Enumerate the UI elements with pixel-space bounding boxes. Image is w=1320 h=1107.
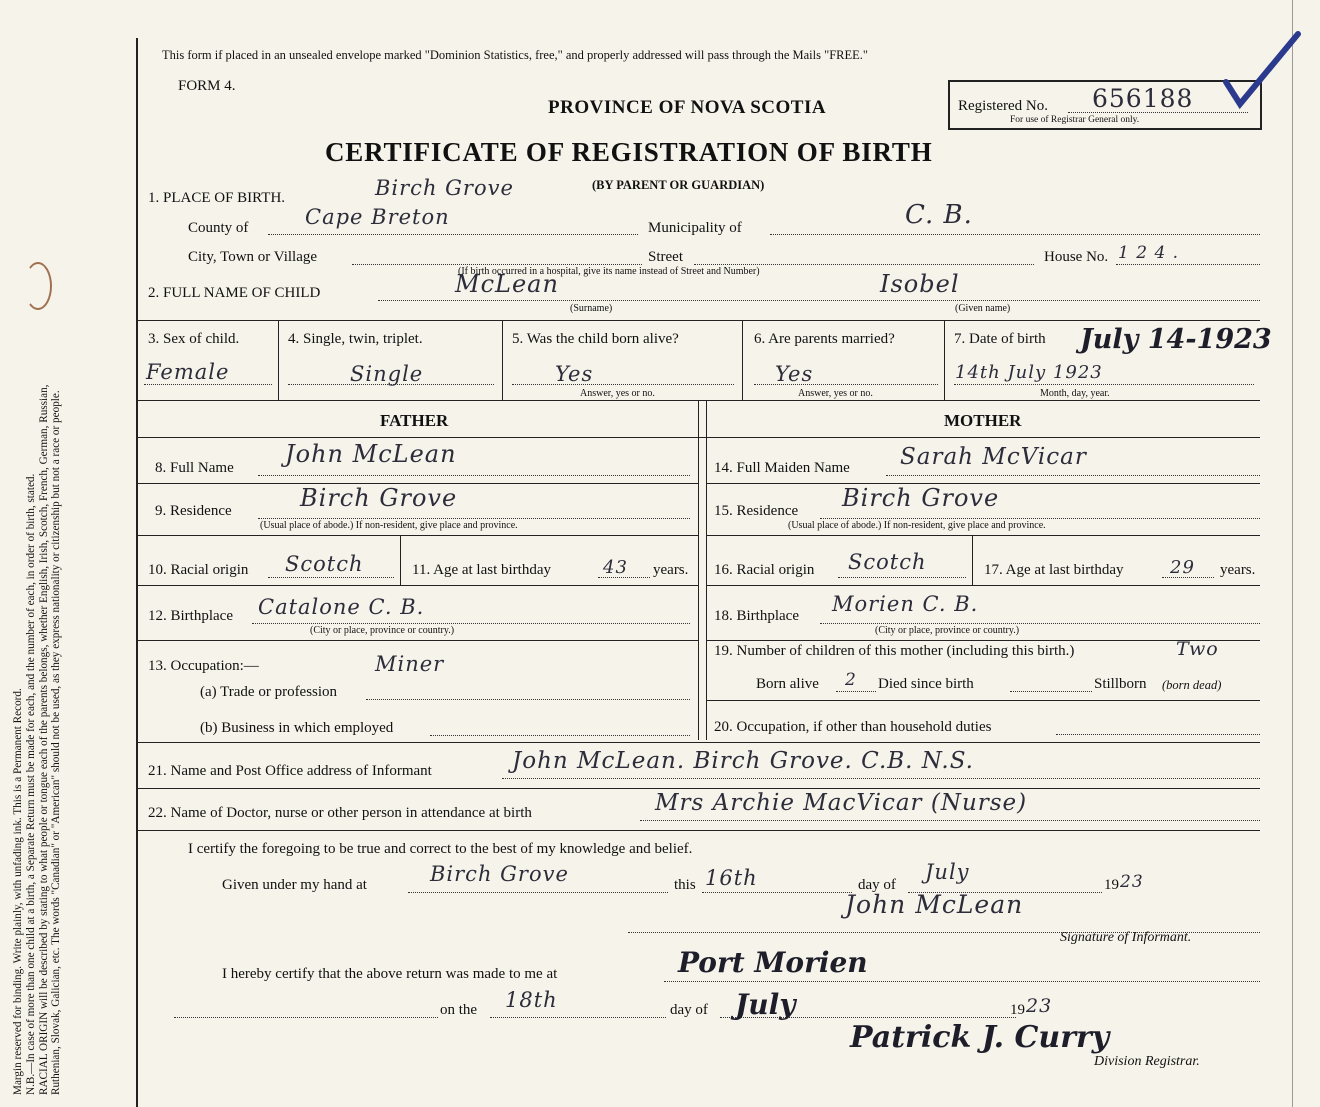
page-title: CERTIFICATE OF REGISTRATION OF BIRTH [325,137,933,167]
father-residence-note: (Usual place of abode.) If non-resident, give place and province. [260,520,518,531]
left-border [136,38,138,1107]
father-age-label: 11. Age at last birthday [412,562,551,578]
registered-note: For use of Registrar General only. [1010,115,1140,125]
house-label: House No. [1044,249,1109,265]
mother-birthplace-note: (City or place, province or country.) [875,625,1020,636]
certify-month: July [925,860,970,884]
registrar-signature: Patrick J. Curry [850,1020,1110,1055]
child-given-name: Isobel [880,270,960,298]
father-birthplace: Catalone C. B. [258,595,425,619]
day-of-label: day of [858,877,896,893]
father-residence-label: 9. Residence [155,503,232,519]
children-label: 19. Number of children of this mother (including this birth.) [714,643,1075,659]
registered-box [948,80,1262,130]
father-name: John McLean [285,440,457,468]
surname-note: (Surname) [570,303,613,314]
registrar-day: 18th [505,988,558,1012]
father-occupation-label: 13. Occupation:— [148,658,259,674]
on-the-label: on the [440,1002,478,1018]
mother-race: Scotch [848,550,927,574]
given-note: (Given name) [955,303,1011,314]
city-label: City, Town or Village [188,249,318,265]
mother-age-label: 17. Age at last birthday [984,562,1124,578]
married-value: Yes [775,362,814,386]
dob-label: 7. Date of birth [954,331,1046,347]
business-label: (b) Business in which employed [200,720,394,736]
county-label: County of [188,220,249,236]
sex-value: Female [146,360,230,384]
dob-note: Month, day, year. [1040,388,1110,399]
certify-day: 16th [705,866,758,890]
dob-value: 14th July 1923 [955,362,1103,383]
form-number: FORM 4. [178,78,236,94]
informant-label: 21. Name and Post Office address of Informant [148,763,432,779]
hospital-note: (If birth occurred in a hospital, give its name instead of Street and Number) [458,266,760,277]
father-race-label: 10. Racial origin [148,562,249,578]
registrar-month: July [735,988,796,1021]
born-alive-value: 2 [845,670,857,690]
alive-value: Yes [555,362,594,386]
registrar-statement: I hereby certify that the above return was made to me at [222,966,558,982]
mother-years: years. [1220,562,1256,578]
died-label: Died since birth [878,676,974,692]
punch-hole [24,262,52,310]
dob-stamp: July 14-1923 [1080,324,1272,355]
subtitle: (BY PARENT OR GUARDIAN) [592,178,765,192]
trade-label: (a) Trade or profession [200,684,338,700]
alive-label: 5. Was the child born alive? [512,331,679,347]
father-age: 43 [603,557,628,578]
mother-age: 29 [1170,557,1195,578]
mother-residence-note: (Usual place of abode.) If non-resident, give place and province. [788,520,1046,531]
municipality-label: Municipality of [648,220,742,236]
father-years: years. [653,562,689,578]
certify-year-prefix: 19 [1104,877,1119,893]
certify-year: 23 [1120,872,1144,892]
father-occupation: Miner [375,652,445,676]
father-race: Scotch [285,552,364,576]
children-value: Two [1176,638,1219,660]
house-value: 1 2 4 . [1118,243,1180,263]
registrar-year: 23 [1026,995,1053,1017]
registrar-label: Division Registrar. [1094,1054,1200,1069]
informant-signature: John McLean [845,890,1024,919]
registrar-day-of: day of [670,1002,708,1018]
registrar-year-prefix: 19 [1010,1002,1025,1018]
given-label: Given under my hand at [222,877,367,893]
plurality-label: 4. Single, twin, triplet. [288,331,423,347]
mother-race-label: 16. Racial origin [714,562,815,578]
informant-value: John McLean. Birch Grove. C.B. N.S. [512,748,974,774]
stillborn-label: Stillborn [1094,676,1147,692]
signature-label: Signature of Informant. [1060,930,1192,945]
plurality-value: Single [350,362,424,386]
checkmark-icon [1222,30,1302,110]
doctor-label: 22. Name of Doctor, nurse or other person in attendance at birth [148,805,532,821]
father-residence: Birch Grove [300,484,458,512]
given-place: Birch Grove [430,862,569,886]
margin-notes [12,35,63,1095]
mother-residence-label: 15. Residence [714,503,799,519]
mother-occupation-label: 20. Occupation, if other than household duties [714,719,992,735]
municipality-value: C. B. [905,200,973,230]
father-birthplace-label: 12. Birthplace [148,608,233,624]
margin-note: Ruthenian, Slovak, Galician, etc. The words "Canadian" or "American" should not be used, as they express nationality or citizenship but not a race or people. [50,390,63,1095]
place-of-birth-value: Birch Grove [375,176,514,200]
margin-note: RACIAL ORIGIN will be described by stating to what people or tongue each of the parents belongs, whether English, Irish, Scotch, French, German, Russian, [37,384,50,1095]
married-answer-note: Answer, yes or no. [798,388,873,399]
mother-residence: Birch Grove [842,484,1000,512]
married-label: 6. Are parents married? [754,331,895,347]
sex-label: 3. Sex of child. [148,331,240,347]
stillborn-note: (born dead) [1162,678,1222,692]
place-of-birth-label: 1. PLACE OF BIRTH. [148,190,286,206]
registered-number: 656188 [1092,84,1194,113]
father-birthplace-note: (City or place, province or country.) [310,625,455,636]
father-header: FATHER [380,411,449,430]
mother-birthplace: Morien C. B. [832,592,979,616]
right-border [1292,0,1293,1107]
certify-statement: I certify the foregoing to be true and correct to the best of my knowledge and belief. [188,841,693,857]
margin-note: Margin reserved for binding. Write plainly, with unfading ink. This is a Permanent Record. [12,688,24,1095]
child-surname: McLean [455,270,559,298]
child-name-label: 2. FULL NAME OF CHILD [148,285,321,301]
doctor-value: Mrs Archie MacVicar (Nurse) [655,790,1028,816]
this-label: this [674,877,696,893]
registered-dotline [1068,112,1248,113]
alive-answer-note: Answer, yes or no. [580,388,655,399]
father-name-label: 8. Full Name [155,460,234,476]
mother-name: Sarah McVicar [900,444,1087,470]
county-value: Cape Breton [305,205,450,229]
born-alive-label: Born alive [756,676,819,692]
province-heading: PROVINCE OF NOVA SCOTIA [548,97,827,118]
mother-name-label: 14. Full Maiden Name [714,460,850,476]
margin-note: N.B.—In case of more than one child at a birth, a Separate Return must be made for each, and the number of each, in order of birth, stated. [24,473,37,1095]
top-notice: This form if placed in an unsealed envelope marked "Dominion Statistics, free," and properly addressed will pass through the Mails "FREE." [162,48,869,62]
registered-label: Registered No. [958,98,1048,114]
registrar-place: Port Morien [678,946,868,979]
street-label: Street [648,249,683,265]
mother-birthplace-label: 18. Birthplace [714,608,799,624]
mother-header: MOTHER [944,411,1022,430]
